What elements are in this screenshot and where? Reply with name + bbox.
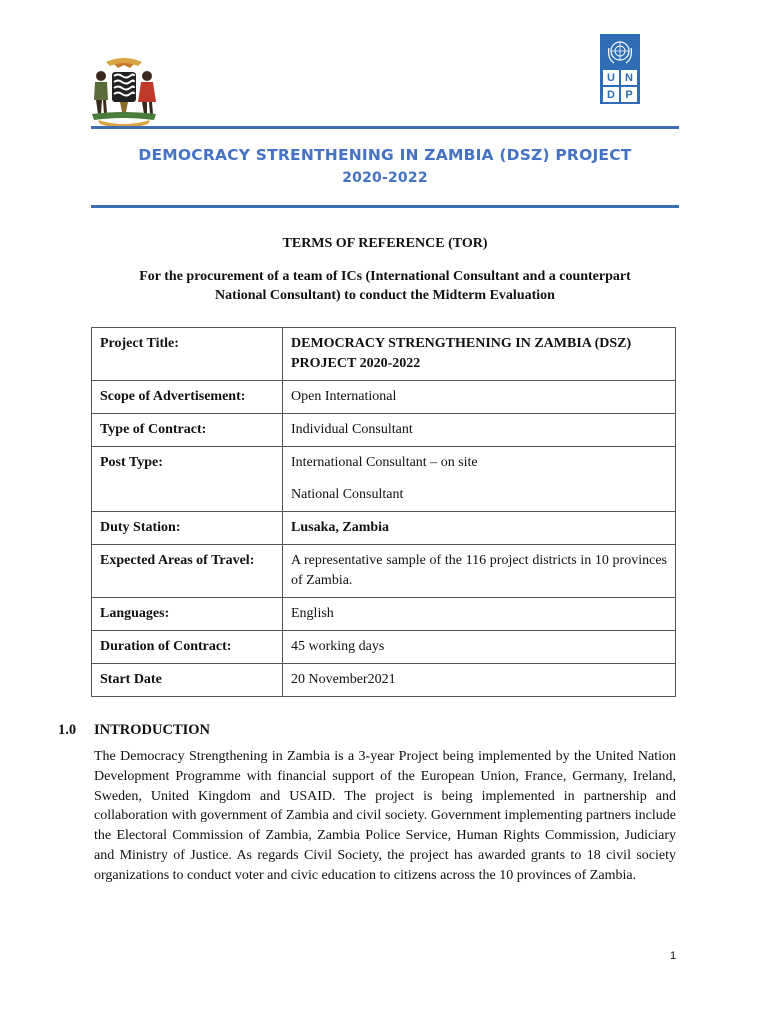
table-row [92, 447, 676, 512]
duty-station-value: Lusaka, Zambia [283, 512, 676, 545]
project-title-value-line1: DEMOCRACY STRENGTHENING IN ZAMBIA (DSZ) [291, 336, 632, 351]
languages-label: Languages: [92, 598, 283, 631]
undp-letter-d: D [603, 87, 619, 102]
start-date-label: Start Date [92, 664, 283, 697]
travel-label: Expected Areas of Travel: [92, 545, 283, 598]
project-title-label: Project Title: [92, 328, 283, 381]
travel-value: A representative sample of the 116 project districts in 10 provinces of Zambia. [283, 545, 676, 598]
tor-subtitle [110, 267, 660, 305]
header-bottom-rule [91, 205, 679, 208]
section-title: INTRODUCTION [94, 722, 211, 738]
project-title-value-line2: PROJECT 2020-2022 [291, 356, 421, 371]
post-type-label: Post Type: [92, 447, 283, 512]
contract-type-label: Type of Contract: [92, 414, 283, 447]
table-row [92, 328, 676, 381]
table-row [92, 512, 676, 545]
undp-letter-p: P [621, 87, 637, 102]
duration-label: Duration of Contract: [92, 631, 283, 664]
zambia-coat-of-arms-logo [86, 54, 162, 130]
tor-title: TERMS OF REFERENCE (TOR) [282, 236, 488, 251]
undp-letter-u: U [603, 70, 619, 85]
table-row [92, 381, 676, 414]
project-info-table [91, 327, 676, 697]
table-row [92, 631, 676, 664]
table-row [92, 598, 676, 631]
duty-station-label: Duty Station: [92, 512, 283, 545]
page-number: 1 [670, 950, 677, 962]
un-emblem-icon [606, 38, 634, 66]
duration-value: 45 working days [283, 631, 676, 664]
project-heading: DEMOCRACY STRENTHENING IN ZAMBIA (DSZ) PROJECT [138, 146, 632, 164]
project-title-value [283, 328, 676, 381]
undp-logo [600, 34, 640, 104]
header-top-rule [91, 126, 679, 129]
post-type-value [283, 447, 676, 512]
project-years: 2020-2022 [342, 170, 428, 186]
undp-letter-n: N [621, 70, 637, 85]
tor-subtitle-line1: For the procurement of a team of ICs (International Consultant and a counterpart [139, 269, 631, 284]
scope-label: Scope of Advertisement: [92, 381, 283, 414]
section-number: 1.0 [58, 722, 77, 738]
tor-subtitle-line2: National Consultant) to conduct the Midterm Evaluation [215, 288, 555, 303]
scope-value: Open International [283, 381, 676, 414]
start-date-value: 20 November2021 [283, 664, 676, 697]
table-row [92, 414, 676, 447]
table-row [92, 664, 676, 697]
languages-value: English [283, 598, 676, 631]
table-row [92, 545, 676, 598]
contract-type-value: Individual Consultant [283, 414, 676, 447]
introduction-paragraph: The Democracy Strengthening in Zambia is a 3-year Project being implemented by the United Nation Development Programme with financial support of the European Union, France, Germany, Ireland, Sweden, United Kingdom and USAID. The project is being implemented in partnership and collaboration with government of Zambia and civil society. Government implementing partners include the Electoral Commission of Zambia, Zambia Police Service, Human Rights Commission, Judiciary and Ministry of Justice. As regards Civil Society, the project has awarded grants to 18 civil society organizations to conduct voter and civic education to citizens across the 10 provinces of Zambia. [94, 749, 676, 883]
post-type-international: International Consultant – on site [291, 455, 478, 470]
post-type-national: National Consultant [291, 487, 404, 502]
